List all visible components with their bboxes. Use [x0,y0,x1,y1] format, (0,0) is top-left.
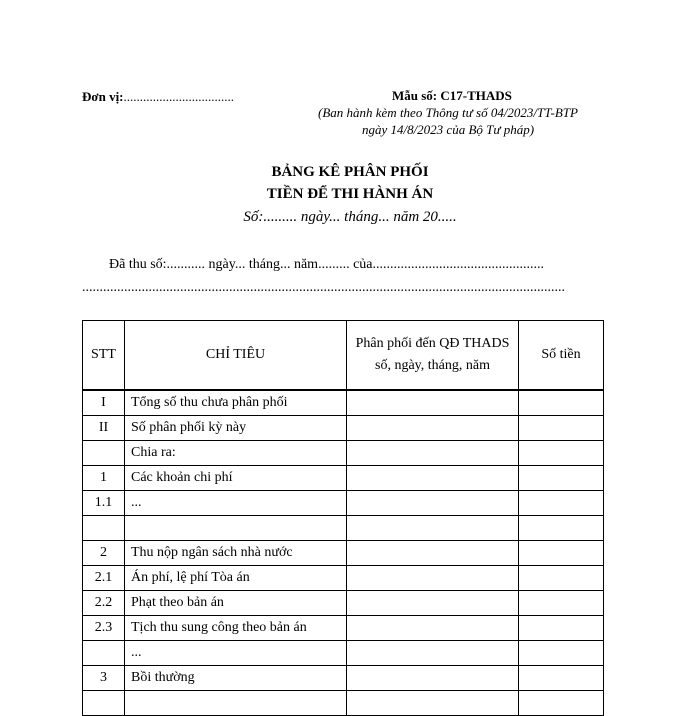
table-row [83,390,604,416]
row-stt: 1 [83,466,125,491]
distribution-table [82,320,604,716]
row-amount-cell [519,441,604,466]
issuance-note-line2: ngày 14/8/2023 của Bộ Tư pháp) [361,122,535,137]
row-amount-cell [519,666,604,691]
row-indicator: Số phân phối kỳ này [125,416,347,441]
row-indicator: Án phí, lệ phí Tòa án [125,566,347,591]
row-indicator: Thu nộp ngân sách nhà nước [125,541,347,566]
issuance-note [300,104,596,138]
row-indicator: Phạt theo bản án [125,591,347,616]
header-amount: Số tiền [519,321,604,391]
table-row [83,541,604,566]
table-row [83,516,604,541]
document-title-line1: BẢNG KÊ PHÂN PHỐI [271,164,429,180]
row-amount-cell [519,591,604,616]
row-amount-cell [519,566,604,591]
header-stt: STT [83,321,125,391]
header-distribution: Phân phối đến QĐ THADS số, ngày, tháng, năm [347,321,519,391]
row-amount-cell [519,491,604,516]
header-indicator: CHỈ TIÊU [125,321,347,391]
table-row [83,441,604,466]
row-distribution-cell [347,666,519,691]
table-row [83,466,604,491]
row-amount-cell [519,516,604,541]
table-row [83,616,604,641]
table-row [83,491,604,516]
row-distribution-cell [347,466,519,491]
row-indicator: Tổng số thu chưa phân phối [125,390,347,416]
table-row [83,666,604,691]
row-stt: 1.1 [83,491,125,516]
document-title-line2: TIỀN ĐỂ THI HÀNH ÁN [266,186,434,202]
row-amount-cell [519,691,604,716]
table-row [83,416,604,441]
row-stt [83,516,125,541]
row-distribution-cell [347,516,519,541]
unit-dots: .................................. [123,89,235,104]
row-amount-cell [519,416,604,441]
row-amount-cell [519,466,604,491]
row-stt: 2.2 [83,591,125,616]
row-distribution-cell [347,691,519,716]
row-stt: 2 [83,541,125,566]
form-number: Mẫu số: C17-THADS [392,88,512,103]
row-indicator [125,691,347,716]
row-stt [83,641,125,666]
issuance-note-line1: (Ban hành kèm theo Thông tư số 04/2023/TT-BTP [318,105,578,120]
row-stt: I [83,390,125,416]
table-row [83,691,604,716]
row-stt: 2.1 [83,566,125,591]
row-indicator [125,516,347,541]
row-indicator: Tịch thu sung công theo bản án [125,616,347,641]
row-stt [83,441,125,466]
row-stt: II [83,416,125,441]
row-stt: 2.3 [83,616,125,641]
dotted-line: .......................................................................................................................................... [82,280,565,295]
table-row [83,591,604,616]
document-number-date: Số:......... ngày... tháng... năm 20..... [243,209,457,225]
row-amount-cell [519,616,604,641]
collected-line: Đã thu số:........... ngày... tháng... năm......... của................................................. [109,257,544,272]
unit-field [82,89,234,105]
row-stt [83,691,125,716]
row-indicator: Chia ra: [125,441,347,466]
row-distribution-cell [347,491,519,516]
row-amount-cell [519,541,604,566]
row-distribution-cell [347,616,519,641]
row-amount-cell [519,390,604,416]
table-header-row [83,321,604,391]
row-distribution-cell [347,416,519,441]
row-stt: 3 [83,666,125,691]
row-amount-cell [519,641,604,666]
table-row [83,641,604,666]
row-distribution-cell [347,541,519,566]
row-distribution-cell [347,390,519,416]
row-indicator: ... [125,491,347,516]
unit-label: Đơn vị: [82,89,124,104]
row-distribution-cell [347,566,519,591]
row-indicator: Bồi thường [125,666,347,691]
row-distribution-cell [347,591,519,616]
row-distribution-cell [347,441,519,466]
table-body [83,390,604,716]
row-indicator: Các khoản chi phí [125,466,347,491]
table-row [83,566,604,591]
row-indicator: ... [125,641,347,666]
row-distribution-cell [347,641,519,666]
